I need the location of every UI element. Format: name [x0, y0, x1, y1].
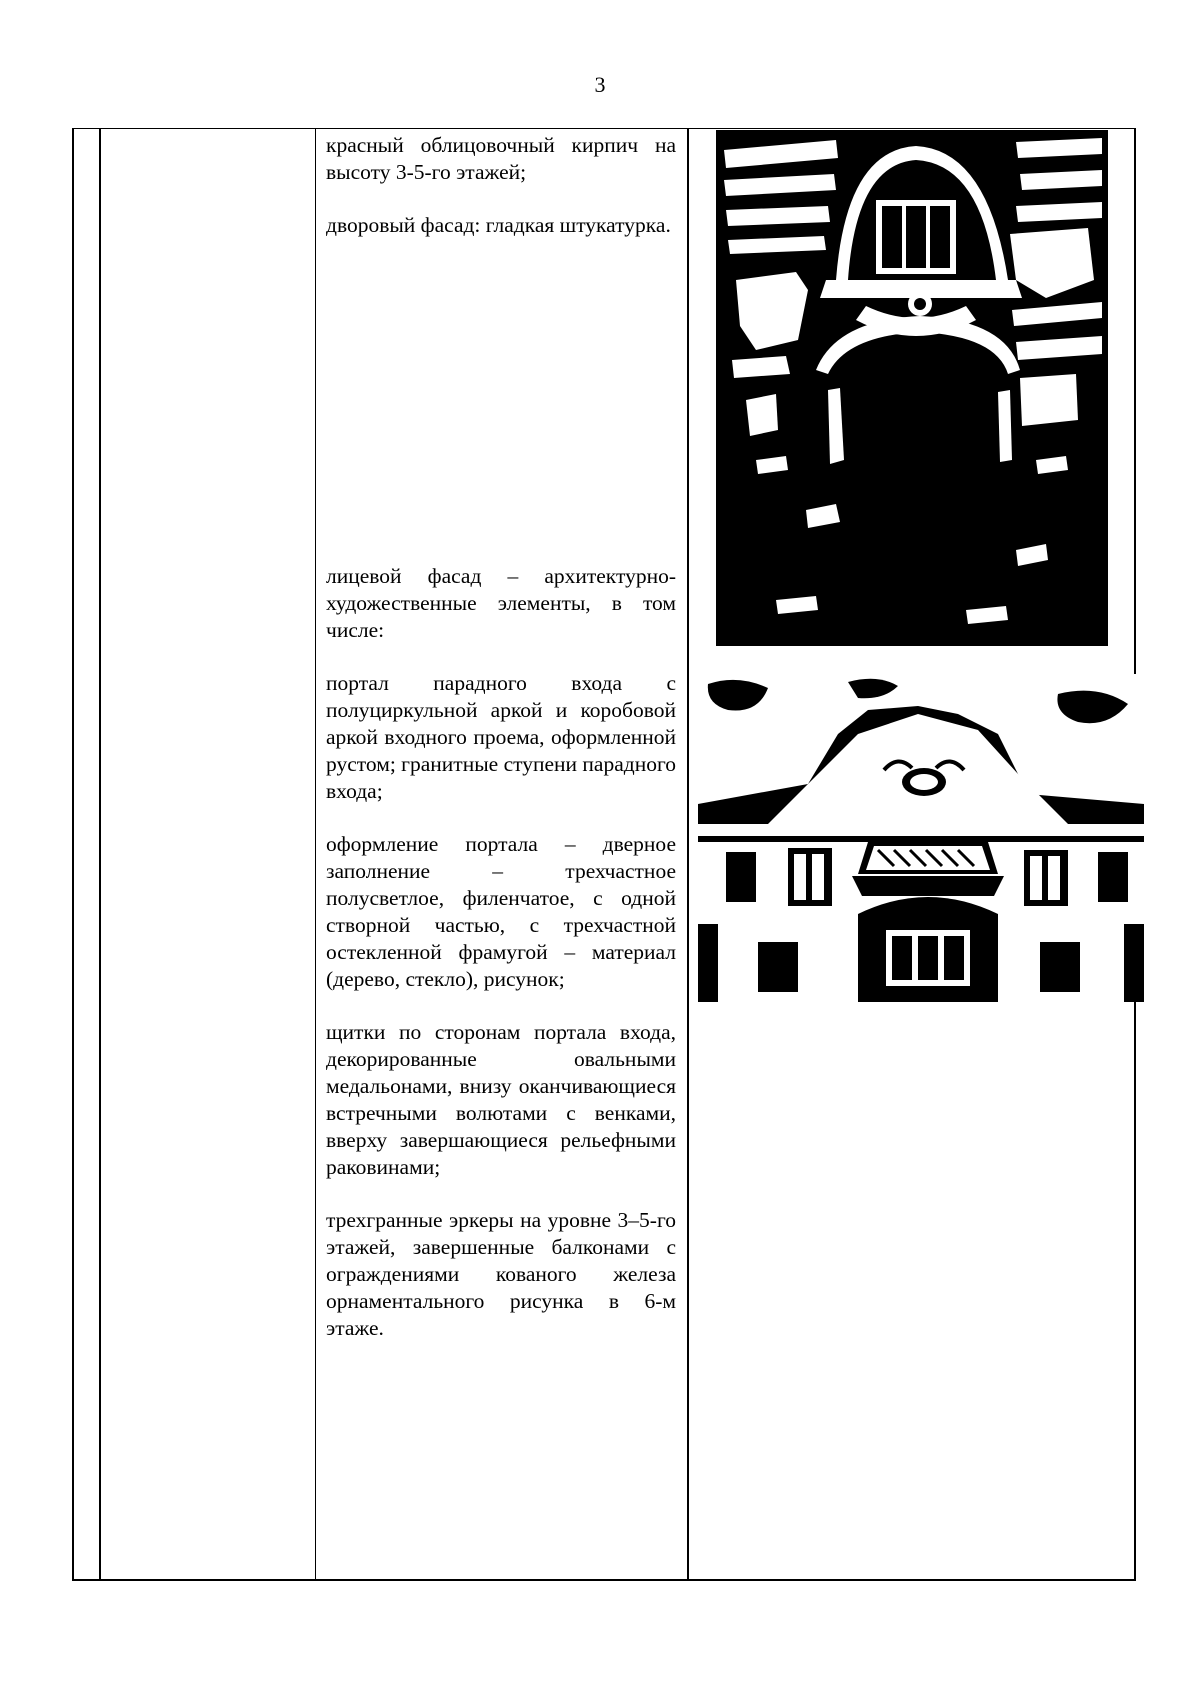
facade-description-cell	[326, 132, 676, 1342]
portal-entrance-photo	[716, 130, 1108, 646]
paragraph-courtyard-facade: дворовый фасад: гладкая штукатурка.	[326, 213, 671, 237]
paragraph-portal: портал парадного входа с полуциркульной аркой и коробовой аркой входного проема, оформленной рустом; гранитные ступени парадного входа;	[326, 671, 676, 803]
page-number: 3	[594, 72, 606, 97]
table-column-border	[687, 128, 689, 1580]
paragraph-portal-design: оформление портала – дверное заполнение – трехчастное полусветлое, филенчатое, с одной створной частью, с трехчастной остекленной фрамугой – материал (дерево, стекло), рисунок;	[326, 832, 676, 991]
paragraph-front-facade: лицевой фасад – архитектурно-художественные элементы, в том числе:	[326, 564, 676, 642]
paragraph-shields: щитки по сторонам портала входа, декорированные овальными медальонами, внизу оканчивающиеся встречными волютами с венками, вверху завершающиеся рельефными раковинами;	[326, 1020, 676, 1179]
table-column-border	[315, 128, 316, 1580]
table-column-border	[99, 128, 101, 1580]
table-column-border	[72, 128, 74, 1580]
table-top-border	[72, 128, 1136, 129]
gable-balcony-photo	[698, 674, 1144, 1002]
paragraph-bay-windows: трехгранные эркеры на уровне 3–5-го этажей, завершенные балконами с ограждениями кованого железа орнаментального рисунка в 6-м этаже.	[326, 1208, 676, 1340]
paragraph-brick-cladding: красный облицовочный кирпич на высоту 3-5-го этажей;	[326, 133, 676, 184]
table-bottom-border	[72, 1579, 1136, 1581]
